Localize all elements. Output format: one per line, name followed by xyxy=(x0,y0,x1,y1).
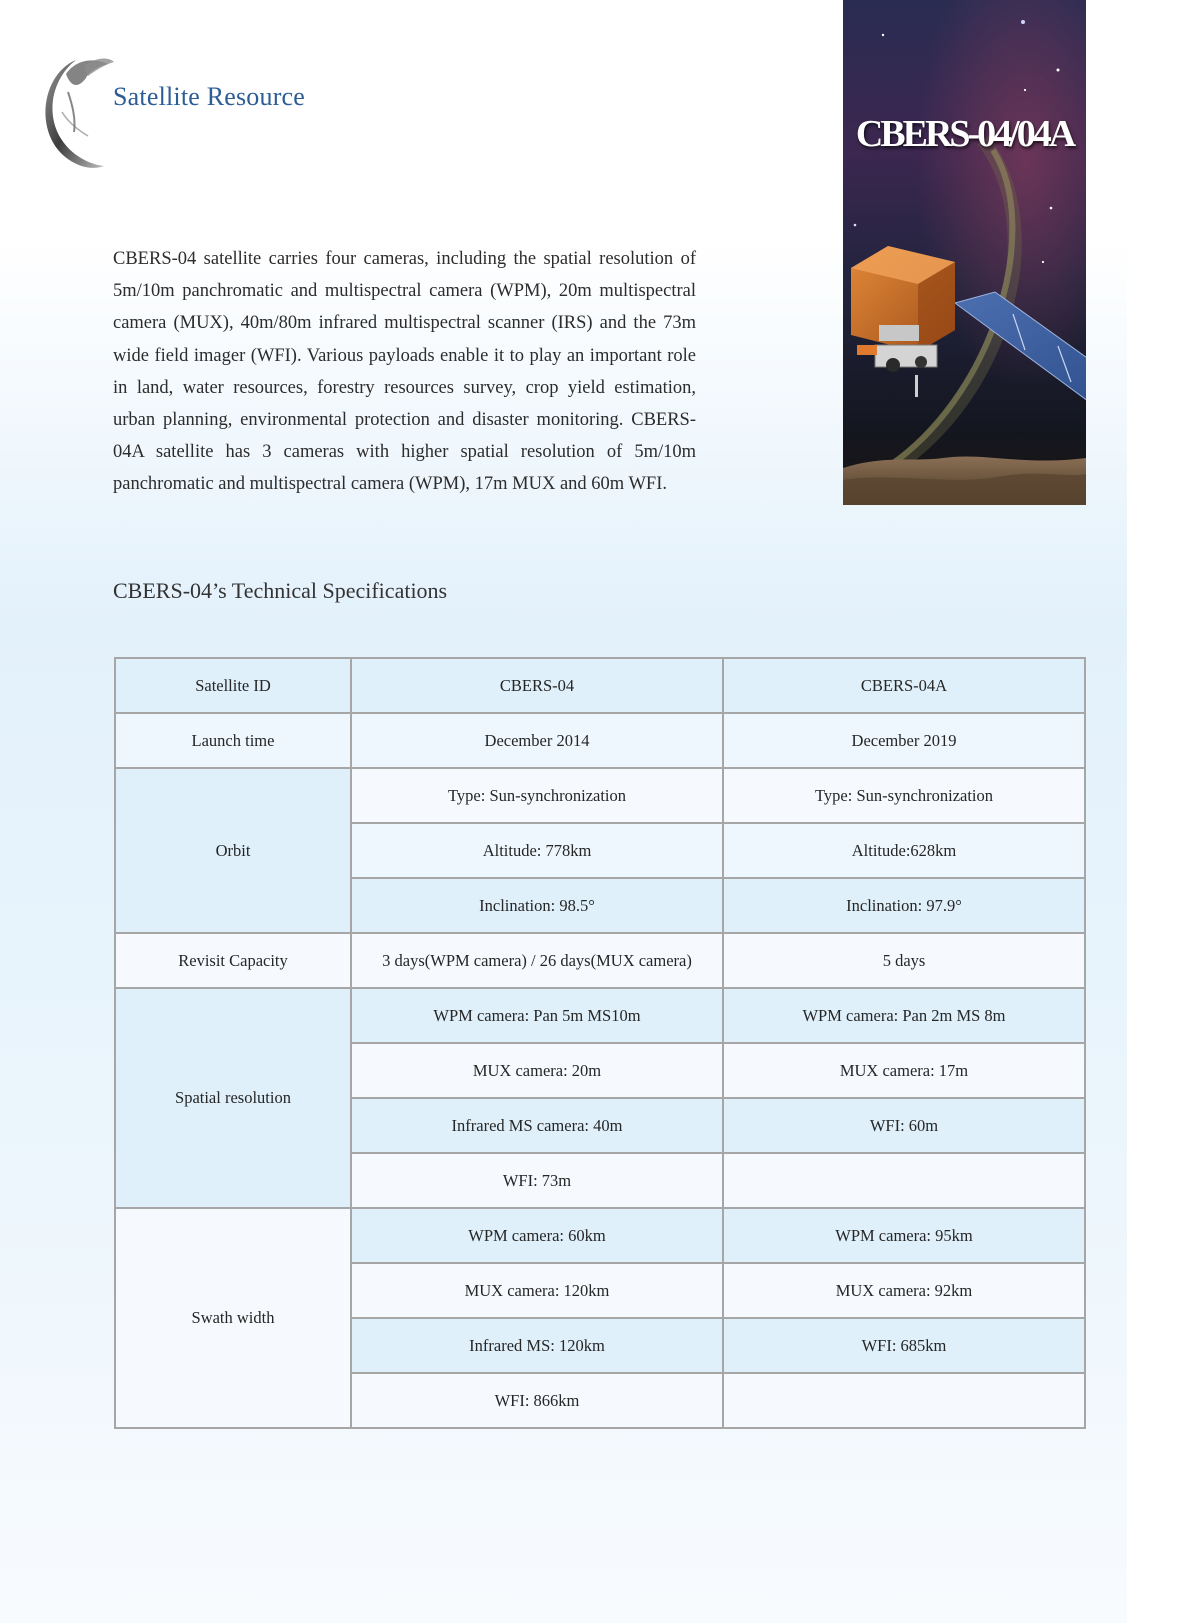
table-row xyxy=(115,933,1085,988)
table-cell: WPM camera: 95km xyxy=(723,1208,1085,1263)
table-cell: Altitude: 778km xyxy=(351,823,723,878)
row-label: Revisit Capacity xyxy=(115,933,351,988)
table-cell: Type: Sun-synchronization xyxy=(723,768,1085,823)
table-cell: MUX camera: 17m xyxy=(723,1043,1085,1098)
specs-table xyxy=(114,657,1086,1429)
table-cell: WFI: 866km xyxy=(351,1373,723,1428)
table-cell: WPM camera: 60km xyxy=(351,1208,723,1263)
table-cell: CBERS-04 xyxy=(351,658,723,713)
table-cell xyxy=(723,1153,1085,1208)
row-label: Launch time xyxy=(115,713,351,768)
table-cell: WPM camera: Pan 5m MS10m xyxy=(351,988,723,1043)
table-cell: 5 days xyxy=(723,933,1085,988)
table-row xyxy=(115,713,1085,768)
intro-paragraph: CBERS-04 satellite carries four cameras, including the spatial resolution of 5m/10m panchromatic and multispectral camera (WPM), 20m multispectral camera (MUX), 40m/80m infrared multispectral scanner (IRS) and the 73m wide field imager (WFI). Various payloads enable it to play an important role in land, water resources, forestry resources survey, crop yield estimation, urban planning, environmental protection and disaster monitoring. CBERS-04A satellite has 3 cameras with higher spatial resolution of 5m/10m panchromatic and multispectral camera (WPM), 17m MUX and 60m WFI. xyxy=(113,249,696,495)
table-cell: December 2019 xyxy=(723,713,1085,768)
page-margin xyxy=(1127,0,1181,1623)
table-row xyxy=(115,988,1085,1043)
table-cell: Altitude:628km xyxy=(723,823,1085,878)
section-header-title: Satellite Resource xyxy=(113,82,306,111)
table-cell xyxy=(723,1373,1085,1428)
table-cell: WFI: 60m xyxy=(723,1098,1085,1153)
table-cell: Inclination: 98.5° xyxy=(351,878,723,933)
table-row xyxy=(115,658,1085,713)
table-row xyxy=(115,768,1085,823)
table-cell: MUX camera: 92km xyxy=(723,1263,1085,1318)
cover-title: CBERS-04/04A xyxy=(855,113,1074,155)
table-cell: 3 days(WPM camera) / 26 days(MUX camera) xyxy=(351,933,723,988)
table-cell: MUX camera: 20m xyxy=(351,1043,723,1098)
table-cell: Infrared MS camera: 40m xyxy=(351,1098,723,1153)
table-cell: Infrared MS: 120km xyxy=(351,1318,723,1373)
crescent-logo-icon xyxy=(38,52,123,177)
table-row xyxy=(115,1208,1085,1263)
table-cell: Type: Sun-synchronization xyxy=(351,768,723,823)
table-cell: December 2014 xyxy=(351,713,723,768)
row-label: Swath width xyxy=(115,1208,351,1428)
row-label: Orbit xyxy=(115,768,351,933)
table-cell: CBERS-04A xyxy=(723,658,1085,713)
cover-illustration xyxy=(843,0,1086,505)
table-cell: MUX camera: 120km xyxy=(351,1263,723,1318)
specs-title: CBERS-04’s Technical Specifications xyxy=(113,578,448,603)
satellite-illustration xyxy=(843,0,1086,505)
row-label: Spatial resolution xyxy=(115,988,351,1208)
row-label: Satellite ID xyxy=(115,658,351,713)
table-cell: Inclination: 97.9° xyxy=(723,878,1085,933)
table-cell: WPM camera: Pan 2m MS 8m xyxy=(723,988,1085,1043)
table-cell: WFI: 685km xyxy=(723,1318,1085,1373)
table-cell: WFI: 73m xyxy=(351,1153,723,1208)
